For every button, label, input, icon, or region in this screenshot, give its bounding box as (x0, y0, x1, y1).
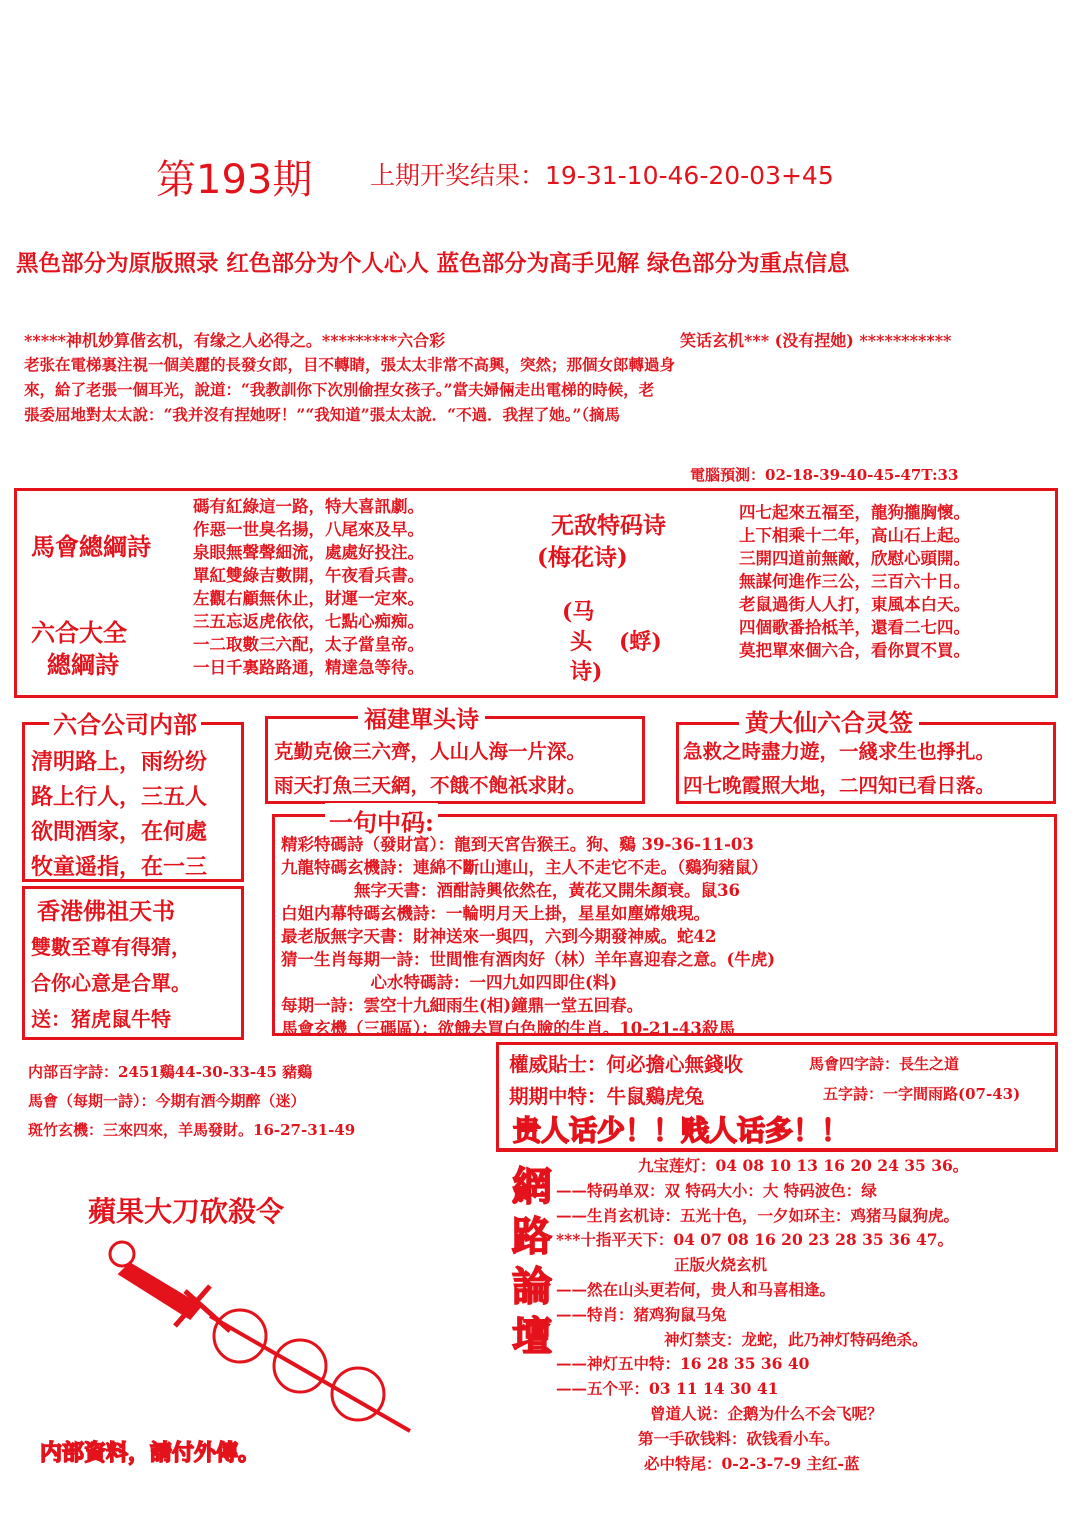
poem-line: 無謀何進作三公，三百六十日。 (739, 572, 970, 591)
poem-mid-sub: (梅花诗) (537, 544, 628, 571)
forum-line: ——特码单双：双 特码大小：大 特码波色：绿 (556, 1180, 877, 1200)
forum-line: 正版火烧玄机 (674, 1255, 768, 1275)
sword-blade (210, 1316, 410, 1431)
fujian-box (265, 706, 645, 804)
internal-lines (28, 1058, 355, 1145)
forum-line: 九宝莲灯：04 08 10 13 16 20 24 35 36。 (638, 1156, 969, 1175)
forum-line: ——然在山头更若何，贵人和马喜相逢。 (556, 1279, 836, 1299)
last-result-numbers: 19-31-10-46-20-03+45 (545, 161, 834, 190)
poem-line: 老鼠過街人人打，東風本白天。 (739, 595, 970, 614)
hk-line: 送：猪虎鼠牛特 (31, 1007, 171, 1031)
color-legend: 黑色部分为原版照录 红色部分为个人心人 蓝色部分为高手见解 绿色部分为重点信息 (16, 251, 850, 277)
forum-line: ——生肖玄机诗：五光十色，一夕如环主：鸡猪马鼠狗虎。 (556, 1205, 960, 1225)
hk-line: 雙數至尊有得猜， (31, 935, 191, 959)
joke-line: 張委屈地對太太說：“我并沒有捏她呀！”“我知道”張太太說．“不過．我捏了她。”（摘馬 (24, 405, 620, 424)
poem-mid-vertical (562, 597, 602, 687)
wongtaisin-box (676, 708, 1056, 804)
wongtaisin-line: 急救之時盡力遊，一綫求生也掙扎。 (683, 740, 996, 763)
one-sentence-lines (281, 833, 775, 1040)
forum-line: ——特肖：猪鸡狗鼠马兔 (556, 1304, 727, 1324)
apple-title: 蘋果大刀砍殺令 (88, 1195, 285, 1228)
joke-heading-right: 笑话玄机*** (没有捏她) *********** (680, 331, 952, 350)
company-title: 六合公司内部 (49, 705, 201, 740)
joke-text (24, 352, 675, 427)
poem-line: 三開四道前無敵，欣慰心頭開。 (739, 549, 970, 568)
one-sentence-line: 馬會玄機（三碼區）：欲餓去買白色臉的生肖。10-21-43殺馬 (281, 1019, 735, 1038)
forum-title-char: 壇 (512, 1313, 552, 1360)
one-sentence-line: 心水特碼詩：一四九如四即住(料) (321, 973, 618, 992)
fujian-line: 雨天打魚三天網，不餓不飽祇求財。 (274, 774, 587, 797)
one-sentence-line: 無字天書：酒酣詩興依然在，黃花又開朱顏衰。鼠36 (321, 881, 740, 900)
internal-line: 馬會（每期一詩）：今期有酒今期醉（迷） (28, 1092, 306, 1110)
poem-line: 左觀右顧無休止，財運一定來。 (193, 589, 424, 608)
one-sentence-title: 一句中码: (325, 803, 438, 838)
poem-label-2a: 六合大全 (31, 618, 127, 647)
forum-line: ***十指平天下：04 07 08 16 20 23 28 35 36 47。 (556, 1230, 954, 1250)
one-sentence-line: 猜一生肖每期一詩：世間惟有酒肉好（林）羊年喜迎春之意。(牛虎) (281, 950, 776, 969)
poem-box (14, 488, 1058, 698)
poem-line: 一日千裏路路通，精達急等待。 (193, 658, 424, 677)
poem-mid-side: (蜉) (619, 629, 662, 655)
authority-four-char: 馬會四字詩：長生之道 (809, 1055, 960, 1073)
forum-title (512, 1162, 552, 1362)
poem-mid-char: (马 (562, 599, 595, 625)
forum-line: 曾道人说：企鹅为什么不会飞呢？ (650, 1403, 883, 1423)
last-result-label: 上期开奖结果： (370, 161, 546, 190)
apple-footer: 内部資料，請付外傳。 (40, 1441, 261, 1466)
divider (496, 1148, 1058, 1152)
poem-right-column (739, 501, 970, 662)
poem-line: 三五忘返虎依依，七點心痴痴。 (193, 612, 424, 631)
one-sentence-line: 每期一詩：雲空十九細雨生(相)鐘鼎一堂五回春。 (281, 996, 644, 1015)
poem-line: 上下相乘十二年，高山石上起。 (739, 526, 970, 545)
hk-box (22, 886, 244, 1040)
company-line: 清明路上，雨纷纷 (31, 749, 208, 775)
fujian-title: 福建單头诗 (358, 701, 485, 734)
fujian-line: 克勤克儉三六齊，人山人海一片深。 (274, 740, 587, 763)
poem-label-1: 馬會總綱詩 (31, 532, 151, 561)
company-box (22, 710, 244, 882)
poem-line: 泉眼無聲聲細流，處處好投注。 (193, 543, 424, 562)
sword-illustration (90, 1236, 420, 1436)
wongtaisin-line: 四七晚霞照大地，二四知已看日落。 (683, 774, 996, 797)
authority-five-char: 五字詩：一字間雨路(07-43) (823, 1085, 1021, 1103)
company-line: 路上行人，三五人 (31, 784, 208, 810)
authority-slogan: 贵人话少！！贱人话多！！ (513, 1114, 850, 1147)
forum-title-char: 路 (512, 1213, 552, 1260)
hk-line: 合你心意是合單。 (31, 971, 191, 995)
poem-line: 一二取數三六配，太子當皇帝。 (193, 635, 424, 654)
forum-line: 第一手砍钱料：砍钱看小车。 (638, 1428, 840, 1448)
sword-ring (110, 1242, 134, 1266)
poem-line: 作惡一世臭名揚，八尾來及早。 (193, 520, 424, 539)
poem-line: 碼有紅綠這一路，特大喜訊劇。 (193, 497, 424, 516)
joke-heading-left: *****神机妙算偕玄机，有缘之人必得之。*********六合彩 (24, 331, 446, 350)
hk-lines (31, 929, 191, 1037)
one-sentence-line: 九龍特碼玄機詩：連綿不斷山連山，主人不走它不走。（鷄狗豬鼠） (281, 858, 768, 877)
authority-regular: 期期中特：牛鼠鷄虎兔 (509, 1085, 705, 1108)
poem-label-2b: 總綱詩 (47, 650, 119, 679)
authority-box (496, 1042, 1058, 1150)
last-result (370, 156, 834, 192)
wongtaisin-lines (683, 735, 995, 803)
poem-line: 四七起來五福至，龍狗攏胸懷。 (739, 503, 970, 522)
poem-mid-char: 诗) (570, 659, 603, 685)
computer-prediction: 電腦預測：02-18-39-40-45-47T:33 (690, 466, 959, 484)
poem-mid-char: 头 (570, 629, 593, 655)
poem-left-column (193, 495, 424, 679)
poem-line: 單紅雙綠吉數開，午夜看兵書。 (193, 566, 424, 585)
joke-line: 老张在電梯裏注視一個美麗的長發女郎，目不轉睛，張太太非常不高興，突然；那個女郎轉過身 (24, 355, 676, 374)
forum-title-char: 網 (512, 1163, 552, 1210)
joke-line: 來，給了老張一個耳光，說道：“我教訓你下次別偷捏女孩子。”當夫婦倆走出電梯的時候，老 (24, 380, 655, 399)
company-line: 牧童遥指，在一三 (31, 854, 208, 880)
company-lines (31, 745, 207, 885)
forum-line: ——五个平：03 11 14 30 41 (556, 1379, 779, 1399)
coin-1 (214, 1310, 266, 1362)
company-line: 欲問酒家，在何處 (31, 819, 208, 845)
poem-mid-title: 无敌特码诗 (551, 512, 666, 539)
forum-line: 神灯禁支：龙蛇，此乃神灯特码绝杀。 (664, 1329, 928, 1349)
internal-line: 斑竹玄機：三來四來，羊馬發財。16-27-31-49 (28, 1121, 356, 1139)
one-sentence-line: 精彩特碼詩（發財富）：龍到天宮告猴王。狗、鷄 39-36-11-03 (281, 835, 754, 854)
one-sentence-box (272, 808, 1057, 1038)
internal-line: 内部百字詩：2451鷄44-30-33-45 豬鷄 (28, 1063, 313, 1081)
one-sentence-line: 白姐内幕特碼玄機詩：一輪明月天上掛，星星如塵嫦娥現。 (281, 904, 710, 923)
forum-title-char: 論 (512, 1263, 552, 1310)
poem-line: 莫把單來個六合，看你買不買。 (739, 641, 970, 660)
issue-title: 第193期 (156, 157, 313, 203)
forum-lines (556, 1154, 968, 1476)
forum-line: ——神灯五中特：16 28 35 36 40 (556, 1354, 810, 1374)
authority-tip: 權威貼士：何必擔心無錢收 (509, 1053, 744, 1076)
forum-line: 必中特尾：0-2-3-7-9 主红-蓝 (644, 1453, 860, 1473)
poem-line: 四個歌番拾柢羊，還看二七四。 (739, 618, 970, 637)
fujian-lines (274, 735, 586, 803)
one-sentence-line: 最老版無字天書：財神送來一與四，六到今期發神威。蛇42 (281, 927, 717, 946)
wongtaisin-title: 黄大仙六合灵签 (739, 703, 919, 738)
hk-title: 香港佛祖天书 (37, 898, 175, 925)
